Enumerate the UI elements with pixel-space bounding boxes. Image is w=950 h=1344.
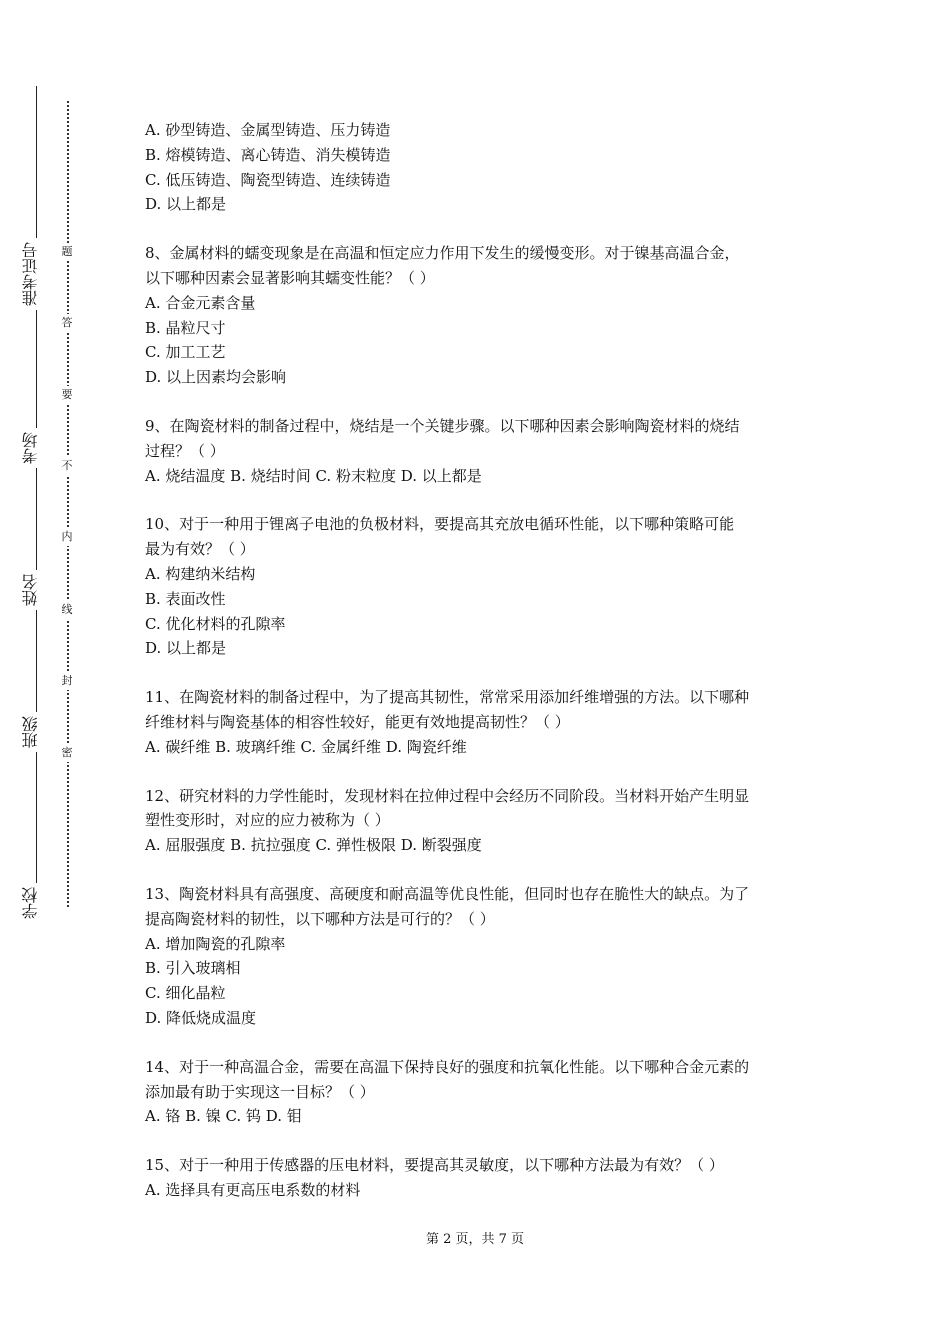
option: C. 优化材料的孔隙率 <box>145 614 286 633</box>
question-list <box>145 118 813 1227</box>
option: B. 晶粒尺寸 <box>145 318 226 337</box>
question-text: 塑性变形时，对应的应力被称为（ ） <box>145 811 390 830</box>
school-label: 学校 <box>22 883 46 923</box>
question-7-options <box>145 118 813 217</box>
exam-room-label: 考场 <box>22 428 46 468</box>
seal-char: 封 <box>59 672 75 690</box>
option: A. 碳纤维 B. 玻璃纤维 C. 金属纤维 D. 陶瓷纤维 <box>145 737 467 756</box>
exam-id-label: 准考证号 <box>22 238 46 310</box>
question-13 <box>145 882 813 1031</box>
option: B. 表面改性 <box>145 589 226 608</box>
option: C. 低压铸造、陶瓷型铸造、连续铸造 <box>145 170 391 189</box>
option: A. 烧结温度 B. 烧结时间 C. 粉末粒度 D. 以上都是 <box>145 466 482 485</box>
seal-char: 内 <box>59 528 75 546</box>
question-text: 11、在陶瓷材料的制备过程中，为了提高其韧性，常常采用添加纤维增强的方法。以下哪种 <box>145 688 750 707</box>
question-12 <box>145 784 813 858</box>
question-text: 过程？（ ） <box>145 441 225 460</box>
page-number: 第 2 页，共 7 页 <box>425 1232 525 1247</box>
binding-solid-line <box>36 86 37 908</box>
option: A. 砂型铸造、金属型铸造、压力铸造 <box>145 121 391 139</box>
question-14 <box>145 1055 813 1129</box>
name-label: 姓名 <box>22 570 46 610</box>
option: A. 铬 B. 镍 C. 钨 D. 钼 <box>145 1107 302 1126</box>
option: B. 引入玻璃相 <box>145 959 241 978</box>
question-text: 14、对于一种高温合金，需要在高温下保持良好的强度和抗氧化性能。以下哪种合金元素的 <box>145 1057 750 1076</box>
option: C. 细化晶粒 <box>145 984 226 1003</box>
option: B. 熔模铸造、离心铸造、消失模铸造 <box>145 145 391 164</box>
seal-char: 答 <box>59 314 75 332</box>
question-11 <box>145 685 813 759</box>
option: D. 以上都是 <box>145 195 227 214</box>
question-text: 添加最有助于实现这一目标？（ ） <box>145 1082 375 1101</box>
question-8 <box>145 241 813 390</box>
question-text: 以下哪种因素会显著影响其蠕变性能？（ ） <box>145 268 435 287</box>
question-text: 10、对于一种用于锂离子电池的负极材料，要提高其充放电循环性能，以下哪种策略可能 <box>145 515 735 534</box>
option: C. 加工工艺 <box>145 343 226 362</box>
seal-char: 线 <box>59 601 75 619</box>
option: A. 构建纳米结构 <box>145 564 256 583</box>
seal-char: 题 <box>59 243 75 261</box>
question-text: 最为有效？（ ） <box>145 540 255 559</box>
question-text: 15、对于一种用于传感器的压电材料，要提高其灵敏度，以下哪种方法最为有效？（ ） <box>145 1156 724 1175</box>
question-text: 纤维材料与陶瓷基体的相容性较好，能更有效地提高韧性？（ ） <box>145 712 570 731</box>
question-text: 8、金属材料的蠕变现象是在高温和恒定应力作用下发生的缓慢变形。对于镍基高温合金， <box>145 244 740 263</box>
question-text: 9、在陶瓷材料的制备过程中，烧结是一个关键步骤。以下哪种因素会影响陶瓷材料的烧结 <box>145 416 740 435</box>
seal-char: 密 <box>59 744 75 762</box>
option: D. 降低烧成温度 <box>145 1008 257 1027</box>
question-text: 提高陶瓷材料的韧性，以下哪种方法是可行的？（ ） <box>145 909 495 928</box>
seal-char: 不 <box>59 457 75 475</box>
seal-dotted-line <box>67 101 69 907</box>
option: A. 屈服强度 B. 抗拉强度 C. 弹性极限 D. 断裂强度 <box>145 836 482 855</box>
option: D. 以上都是 <box>145 639 227 658</box>
option: D. 以上因素均会影响 <box>145 368 287 387</box>
option: A. 合金元素含量 <box>145 293 256 312</box>
option: A. 选择具有更高压电系数的材料 <box>145 1180 361 1199</box>
question-text: 12、研究材料的力学性能时，发现材料在拉伸过程中会经历不同阶段。当材料开始产生明显 <box>145 786 750 805</box>
seal-char: 要 <box>59 386 75 404</box>
class-label: 班级 <box>22 712 46 752</box>
question-10 <box>145 512 813 661</box>
question-text: 13、陶瓷材料具有高强度、高硬度和耐高温等优良性能，但同时也存在脆性大的缺点。为了 <box>145 884 750 903</box>
question-15 <box>145 1153 813 1203</box>
question-9 <box>145 414 813 488</box>
option: A. 增加陶瓷的孔隙率 <box>145 934 286 953</box>
